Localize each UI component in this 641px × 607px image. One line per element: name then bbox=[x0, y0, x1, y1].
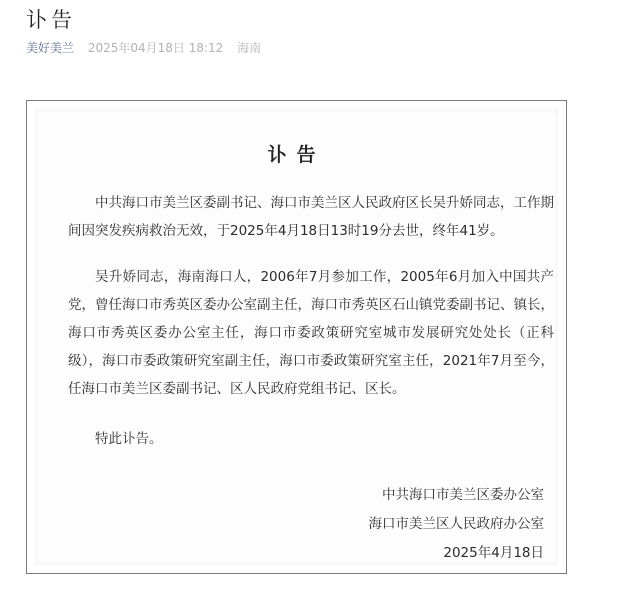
signatory-party-office: 中共海口市美兰区委办公室 bbox=[382, 487, 544, 503]
publish-location: 海南 bbox=[237, 41, 262, 55]
notice-heading: 讣告 bbox=[267, 144, 326, 166]
author-link[interactable]: 美好美兰 bbox=[26, 41, 75, 55]
obituary-notice bbox=[35, 109, 558, 565]
article-title: 讣告 bbox=[26, 8, 76, 32]
notice-paragraph-3: 特此讣告。 bbox=[95, 431, 163, 447]
obituary-image-frame bbox=[26, 100, 567, 574]
signatory-government-office: 海口市美兰区人民政府办公室 bbox=[368, 516, 544, 532]
signed-date: 2025年4月18日 bbox=[443, 545, 544, 561]
notice-paragraph-1: 中共海口市美兰区委副书记、海口市美兰区人民政府区长吴升娇同志，工作期间因突发疾病救治无效，于2025年4月18日13时19分去世，终年41岁。 bbox=[68, 195, 554, 239]
publish-date: 2025年04月18日 18:12 bbox=[87, 41, 224, 55]
article-meta bbox=[26, 40, 271, 56]
notice-paragraph-2: 吴升娇同志，海南海口人，2006年7月参加工作，2005年6月加入中国共产党，曾任海口市秀英区委办公室副主任，海口市秀英区石山镇党委副书记、镇长，海口市秀英区委办公室主任，海口市委政策研究室城市发展研究处处长（正科级），海口市委政策研究室副主任，海口市委政策研究室主任，2021年7月至今，任海口市美兰区委副书记、区人民政府党组书记、区长。 bbox=[68, 269, 554, 397]
